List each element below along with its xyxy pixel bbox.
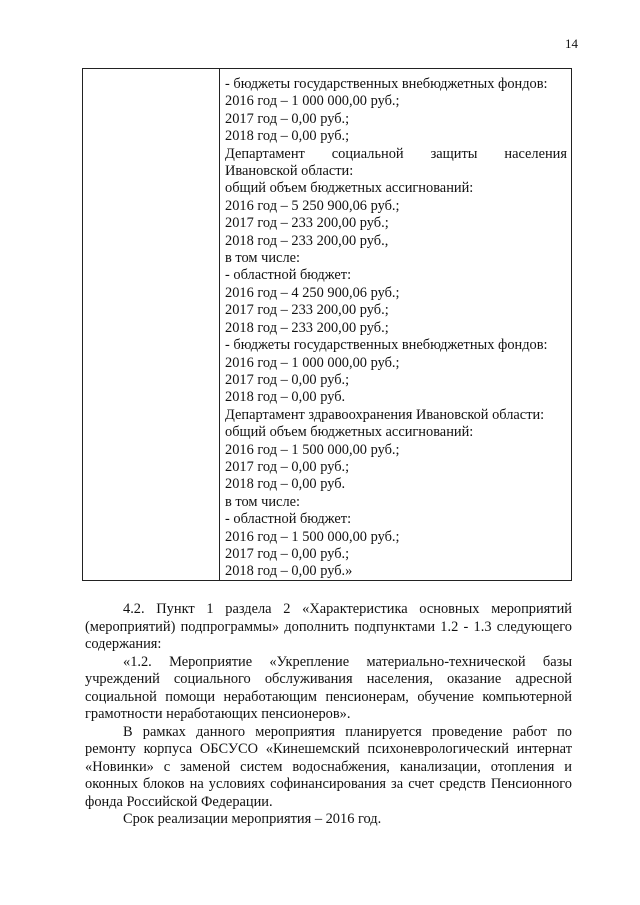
table-line: 2017 год – 0,00 руб.; (225, 110, 350, 127)
table-line: - бюджеты государственных внебюджетных фондов: (225, 76, 548, 92)
table-line: 2018 год – 0,00 руб.; (225, 128, 350, 145)
table-line: в том числе: (225, 250, 301, 267)
table-line: 2018 год – 0,00 руб. (225, 389, 346, 406)
table-right-cell (220, 69, 571, 580)
table-line: 2017 год – 0,00 руб.; (225, 545, 350, 562)
table-line: 2018 год – 233 200,00 руб., (225, 232, 389, 249)
paragraph-repair-works: В рамках данного мероприятия планируется проведение работ по ремонту корпуса ОБСУСО «Кинешемский психоневрологический интернат «Новинки» с заменой систем водоснабжения, канализации, отопления и оконных блоков на условиях софинансирования за счет средств Пенсионного фонда Российской Федерации. (85, 723, 572, 810)
table-line: 2018 год – 0,00 руб. (225, 476, 346, 493)
document-body (85, 601, 572, 829)
table-line: общий объем бюджетных ассигнований: (225, 180, 474, 197)
table-line: общий объем бюджетных ассигнований: (225, 424, 474, 441)
table-line: 2016 год – 1 500 000,00 руб.; (225, 528, 400, 545)
table-line: 2017 год – 233 200,00 руб.; (225, 302, 389, 319)
table-line: 2018 год – 0,00 руб.» (225, 563, 353, 580)
table-line: 2016 год – 1 000 000,00 руб.; (225, 354, 400, 371)
table-line: 2016 год – 4 250 900,06 руб.; (225, 284, 400, 301)
table-line: 2017 год – 0,00 руб.; (225, 371, 350, 388)
table-line: - областной бюджет: (225, 511, 352, 528)
table-line: 2016 год – 1 500 000,00 руб.; (225, 441, 400, 458)
table-line: Департамент социальной защиты населения (225, 145, 567, 162)
table-left-cell (83, 69, 220, 580)
paragraph-deadline: Срок реализации мероприятия – 2016 год. (123, 811, 382, 827)
table-line: Ивановской области: (225, 163, 354, 180)
table-line: - областной бюджет: (225, 267, 352, 284)
paragraph-4-2: 4.2. Пункт 1 раздела 2 «Характеристика основных мероприятий (мероприятий) подпрограммы» дополнить подпунктами 1.2 - 1.3 следующего содержания: (85, 601, 572, 652)
table-line: в том числе: (225, 493, 301, 510)
budget-table (82, 68, 572, 581)
table-line: 2017 год – 0,00 руб.; (225, 458, 350, 475)
table-line: 2017 год – 233 200,00 руб.; (225, 215, 389, 232)
table-line: 2018 год – 233 200,00 руб.; (225, 319, 389, 336)
page-number: 14 (565, 36, 578, 51)
table-line: 2016 год – 1 000 000,00 руб.; (225, 93, 400, 110)
paragraph-1-2: «1.2. Мероприятие «Укрепление материально-технической базы учреждений социального обслуживания населения, оказание адресной социальной помощи неработающим пенсионерам, обучение компьютерной грамотности неработающих пенсионеров». (85, 653, 572, 722)
table-line: Департамент здравоохранения Ивановской области: (225, 406, 545, 423)
table-line: 2016 год – 5 250 900,06 руб.; (225, 197, 400, 214)
table-line: - бюджеты государственных внебюджетных фондов: (225, 337, 548, 354)
